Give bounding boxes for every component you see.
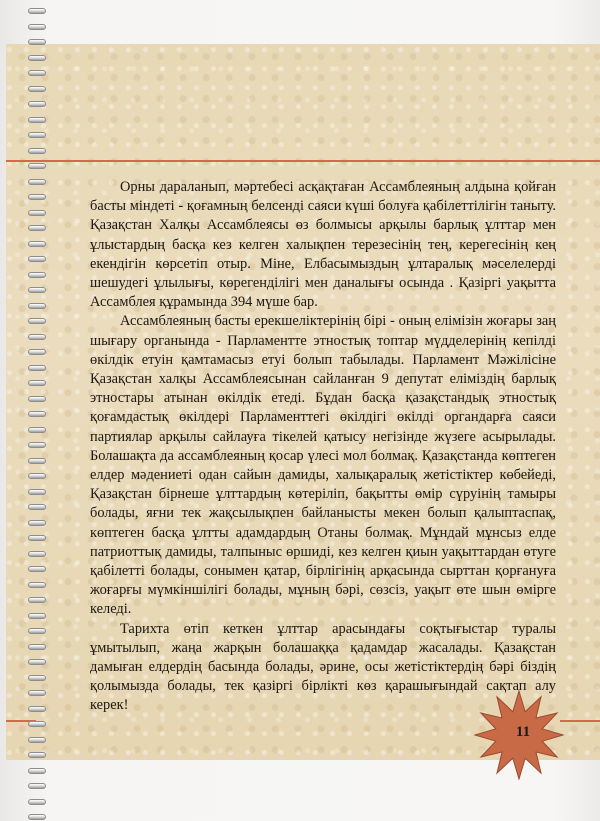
paragraph: Тарихта өтіп кеткен ұлттар арасындағы соқтығыстар туралы ұмытылып, жаңа жарқын болашаққа қадамдар жасалады. Қазақстан дамыған елдердің басында болады, әрине, осы жетістіктердің бәрі біздің қолымызда болады, тек қазіргі бірлікті көз қарашығындай сақтап алу керек!	[90, 620, 556, 714]
binding-coil	[24, 241, 50, 247]
binding-coil	[24, 814, 50, 820]
binding-coil	[24, 318, 50, 324]
binding-coil	[24, 535, 50, 541]
binding-coil	[24, 148, 50, 154]
binding-coil	[24, 582, 50, 588]
binding-coil	[24, 473, 50, 479]
binding-coil	[24, 411, 50, 417]
binding-coil	[24, 272, 50, 278]
binding-coil	[24, 55, 50, 61]
binding-coil	[24, 783, 50, 789]
paragraph: Орны дараланып, мәртебесі асқақтаған Ассамблеяның алдына қойған басты міндеті - қоғамның белсенді саяси күші болуға қабілеттілігін таныту. Қазақстан Халқы Ассамблеясы өз болмысы арқылы барлық ұлттар мен ұлыстардың басқа кез келген халықпен терезесінің тең, керегесінің кең екендігін көрсетіп отыр. Міне, Елбасымыздың ұлтаралық мәселелерді шешудегі ұлылығы, көрегенділігі мен даналығы осында . Қазіргі уақытта Ассамблея құрамында 394 мүше бар.	[90, 179, 556, 311]
binding-coil	[24, 442, 50, 448]
binding-coil	[24, 706, 50, 712]
binding-coil	[24, 520, 50, 526]
binding-coil	[24, 613, 50, 619]
binding-coil	[24, 39, 50, 45]
binding-coil	[24, 334, 50, 340]
binding-coil	[24, 690, 50, 696]
binding-coil	[24, 303, 50, 309]
binding-coil	[24, 349, 50, 355]
binding-coil	[24, 101, 50, 107]
binding-coil	[24, 752, 50, 758]
paragraph: Ассамблеяның басты ерекшеліктерінің бірі - оның елімізін жоғары заң шығару органында - Парламентте этностық топтар мүдделерінің кепілді өкілдік етуін қамтамасыз етуі болып табылады. Парламент Мәжілісіне Қазақстан халқы Ассамблеясынан сайланған 9 депутат еліміздің барлық этностары атынан өкілдік етеді. Бұдан басқа қазақстандық этностық қоғамдастық өкілдері Парламенттегі өкілдігі өкілді органдарға саяси партиялар арқылы сайлауға тікелей қатысу негізінде жүзеге асырылады. Болашақта да ассамблеяның қосар үлесі мол болмақ. Қазақстанда көптеген елдер мәдениеті одан сайын дамиды, халықаралық жетістіктер көбейеді, Қазақстан бірнеше ұлттардың көтеріліп, бақытты өмір сүруінің тамыры болады, яғни тек жақсылықпен байланысты мекен болып қалыптаспақ, көптеген басқа ұлтты адамдардың Отаны болмақ. Мұндай мұнсыз елде патриоттық дамиды, талпыныс өршиді, кез келген қиын уақыттардан өтуге қабілетті болады, сонымен қатар, бірлігінің арқасында сырттан қорғануға жоғарғы мүмкіншілігі болады, мұның бәрі, сөзсіз, уақыт өте шын өмірге келеді.	[90, 313, 556, 618]
binding-coil	[24, 365, 50, 371]
page-number: 11	[515, 724, 531, 740]
binding-coil	[24, 8, 50, 14]
binding-coil	[24, 225, 50, 231]
binding-coil	[24, 551, 50, 557]
binding-coil	[24, 644, 50, 650]
binding-coil	[24, 675, 50, 681]
header-rule	[6, 160, 600, 162]
binding-coil	[24, 427, 50, 433]
document-body	[90, 178, 556, 716]
binding-coil	[24, 768, 50, 774]
spiral-binding-icon	[24, 0, 50, 821]
binding-coil	[24, 396, 50, 402]
binding-coil	[24, 86, 50, 92]
footer-rule-right	[560, 720, 600, 722]
binding-coil	[24, 24, 50, 30]
binding-coil	[24, 70, 50, 76]
binding-coil	[24, 628, 50, 634]
binding-coil	[24, 210, 50, 216]
binding-coil	[24, 504, 50, 510]
binding-coil	[24, 458, 50, 464]
binding-coil	[24, 799, 50, 805]
binding-coil	[24, 721, 50, 727]
binding-coil	[24, 489, 50, 495]
binding-coil	[24, 659, 50, 665]
binding-coil	[24, 194, 50, 200]
binding-coil	[24, 163, 50, 169]
binding-coil	[24, 179, 50, 185]
binding-coil	[24, 737, 50, 743]
binding-coil	[24, 380, 50, 386]
binding-coil	[24, 566, 50, 572]
binding-coil	[24, 287, 50, 293]
binding-coil	[24, 117, 50, 123]
binding-coil	[24, 597, 50, 603]
binding-coil	[24, 256, 50, 262]
binding-coil	[24, 132, 50, 138]
